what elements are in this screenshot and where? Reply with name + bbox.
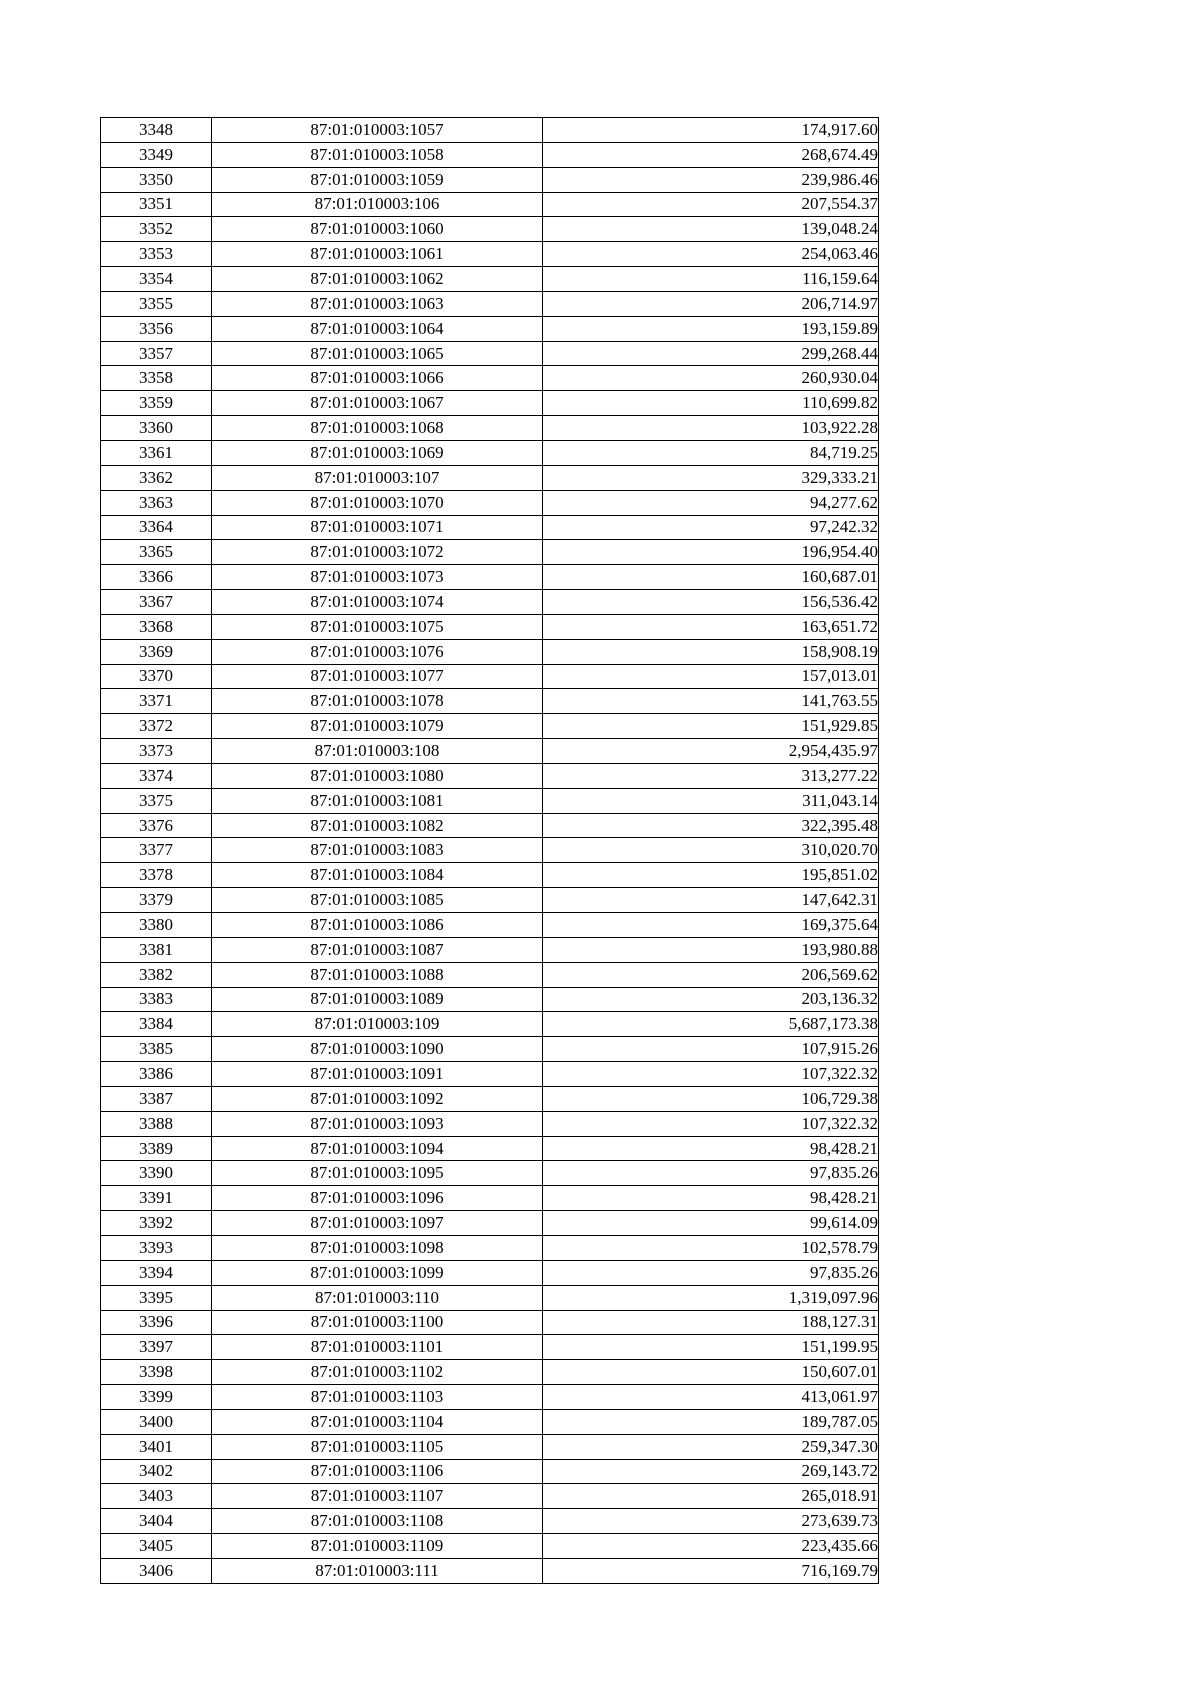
- row-number-cell: 3393: [101, 1235, 212, 1260]
- cadastral-number-cell: 87:01:010003:1067: [212, 391, 543, 416]
- table-row: [101, 739, 879, 764]
- cadastral-value-cell: 102,578.79: [543, 1235, 879, 1260]
- table-row: [101, 1534, 879, 1559]
- table-row: [101, 167, 879, 192]
- table-row: [101, 341, 879, 366]
- cadastral-value-cell: 99,614.09: [543, 1211, 879, 1236]
- table-row: [101, 937, 879, 962]
- table-row: [101, 1186, 879, 1211]
- cadastral-value-cell: 268,674.49: [543, 142, 879, 167]
- cadastral-number-cell: 87:01:010003:1106: [212, 1459, 543, 1484]
- table-row: [101, 1062, 879, 1087]
- cadastral-number-cell: 87:01:010003:1061: [212, 242, 543, 267]
- table-row: [101, 639, 879, 664]
- cadastral-number-cell: 87:01:010003:1066: [212, 366, 543, 391]
- table-row: [101, 813, 879, 838]
- cadastral-number-cell: 87:01:010003:1109: [212, 1534, 543, 1559]
- cadastral-number-cell: 87:01:010003:1063: [212, 291, 543, 316]
- row-number-cell: 3366: [101, 565, 212, 590]
- cadastral-value-cell: 97,242.32: [543, 515, 879, 540]
- cadastral-value-cell: 150,607.01: [543, 1360, 879, 1385]
- cadastral-number-cell: 87:01:010003:1086: [212, 913, 543, 938]
- table-row: [101, 416, 879, 441]
- cadastral-number-cell: 87:01:010003:1060: [212, 217, 543, 242]
- cadastral-number-cell: 87:01:010003:1076: [212, 639, 543, 664]
- cadastral-value-cell: 189,787.05: [543, 1409, 879, 1434]
- cadastral-number-cell: 87:01:010003:1065: [212, 341, 543, 366]
- cadastral-value-cell: 151,199.95: [543, 1335, 879, 1360]
- cadastral-value-cell: 94,277.62: [543, 490, 879, 515]
- cadastral-number-cell: 87:01:010003:111: [212, 1558, 543, 1583]
- row-number-cell: 3350: [101, 167, 212, 192]
- row-number-cell: 3386: [101, 1062, 212, 1087]
- row-number-cell: 3385: [101, 1037, 212, 1062]
- row-number-cell: 3352: [101, 217, 212, 242]
- table-row: [101, 1285, 879, 1310]
- cadastral-value-cell: 273,639.73: [543, 1509, 879, 1534]
- row-number-cell: 3394: [101, 1260, 212, 1285]
- cadastral-number-cell: 87:01:010003:1071: [212, 515, 543, 540]
- cadastral-value-cell: 163,651.72: [543, 614, 879, 639]
- row-number-cell: 3370: [101, 664, 212, 689]
- cadastral-number-cell: 87:01:010003:1072: [212, 540, 543, 565]
- table-row: [101, 689, 879, 714]
- table-row: [101, 1161, 879, 1186]
- cadastral-number-cell: 87:01:010003:1058: [212, 142, 543, 167]
- row-number-cell: 3374: [101, 763, 212, 788]
- table-row: [101, 540, 879, 565]
- cadastral-value-cell: 1,319,097.96: [543, 1285, 879, 1310]
- row-number-cell: 3388: [101, 1111, 212, 1136]
- cadastral-number-cell: 87:01:010003:1093: [212, 1111, 543, 1136]
- cadastral-value-cell: 174,917.60: [543, 118, 879, 143]
- table-row: [101, 267, 879, 292]
- cadastral-value-cell: 147,642.31: [543, 888, 879, 913]
- table-row: [101, 1385, 879, 1410]
- row-number-cell: 3361: [101, 440, 212, 465]
- cadastral-value-cell: 299,268.44: [543, 341, 879, 366]
- cadastral-number-cell: 87:01:010003:1083: [212, 838, 543, 863]
- row-number-cell: 3402: [101, 1459, 212, 1484]
- cadastral-value-cell: 151,929.85: [543, 714, 879, 739]
- row-number-cell: 3349: [101, 142, 212, 167]
- cadastral-number-cell: 87:01:010003:110: [212, 1285, 543, 1310]
- cadastral-value-cell: 322,395.48: [543, 813, 879, 838]
- cadastral-number-cell: 87:01:010003:1084: [212, 863, 543, 888]
- cadastral-number-cell: 87:01:010003:1104: [212, 1409, 543, 1434]
- table-row: [101, 913, 879, 938]
- table-row: [101, 1260, 879, 1285]
- table-row: [101, 838, 879, 863]
- table-row: [101, 366, 879, 391]
- table-row: [101, 1484, 879, 1509]
- row-number-cell: 3373: [101, 739, 212, 764]
- cadastral-value-cell: 313,277.22: [543, 763, 879, 788]
- cadastral-value-cell: 223,435.66: [543, 1534, 879, 1559]
- row-number-cell: 3358: [101, 366, 212, 391]
- cadastral-value-cell: 206,714.97: [543, 291, 879, 316]
- row-number-cell: 3356: [101, 316, 212, 341]
- table-row: [101, 1409, 879, 1434]
- row-number-cell: 3395: [101, 1285, 212, 1310]
- row-number-cell: 3376: [101, 813, 212, 838]
- cadastral-value-cell: 110,699.82: [543, 391, 879, 416]
- table-row: [101, 1335, 879, 1360]
- row-number-cell: 3392: [101, 1211, 212, 1236]
- row-number-cell: 3363: [101, 490, 212, 515]
- cadastral-value-cell: 188,127.31: [543, 1310, 879, 1335]
- table-row: [101, 192, 879, 217]
- cadastral-number-cell: 87:01:010003:1070: [212, 490, 543, 515]
- cadastral-value-cell: 107,915.26: [543, 1037, 879, 1062]
- cadastral-number-cell: 87:01:010003:1068: [212, 416, 543, 441]
- table-row: [101, 142, 879, 167]
- table-row: [101, 242, 879, 267]
- cadastral-value-cell: 206,569.62: [543, 962, 879, 987]
- cadastral-number-cell: 87:01:010003:1073: [212, 565, 543, 590]
- cadastral-number-cell: 87:01:010003:1088: [212, 962, 543, 987]
- table-row: [101, 565, 879, 590]
- row-number-cell: 3401: [101, 1434, 212, 1459]
- table-row: [101, 714, 879, 739]
- row-number-cell: 3357: [101, 341, 212, 366]
- cadastral-value-cell: 107,322.32: [543, 1111, 879, 1136]
- cadastral-number-cell: 87:01:010003:1057: [212, 118, 543, 143]
- cadastral-number-cell: 87:01:010003:1102: [212, 1360, 543, 1385]
- table-row: [101, 614, 879, 639]
- cadastral-number-cell: 87:01:010003:1089: [212, 987, 543, 1012]
- row-number-cell: 3405: [101, 1534, 212, 1559]
- table-row: [101, 1558, 879, 1583]
- cadastral-number-cell: 87:01:010003:109: [212, 1012, 543, 1037]
- row-number-cell: 3365: [101, 540, 212, 565]
- table-row: [101, 515, 879, 540]
- cadastral-value-cell: 716,169.79: [543, 1558, 879, 1583]
- cadastral-value-cell: 106,729.38: [543, 1086, 879, 1111]
- cadastral-number-cell: 87:01:010003:107: [212, 465, 543, 490]
- table-row: [101, 1235, 879, 1260]
- row-number-cell: 3387: [101, 1086, 212, 1111]
- cadastral-number-cell: 87:01:010003:1101: [212, 1335, 543, 1360]
- cadastral-value-cell: 265,018.91: [543, 1484, 879, 1509]
- table-row: [101, 962, 879, 987]
- cadastral-number-cell: 87:01:010003:1064: [212, 316, 543, 341]
- cadastral-number-cell: 87:01:010003:1090: [212, 1037, 543, 1062]
- row-number-cell: 3406: [101, 1558, 212, 1583]
- table-row: [101, 1459, 879, 1484]
- table-row: [101, 217, 879, 242]
- row-number-cell: 3348: [101, 118, 212, 143]
- cadastral-value-cell: 193,980.88: [543, 937, 879, 962]
- row-number-cell: 3353: [101, 242, 212, 267]
- table-row: [101, 590, 879, 615]
- row-number-cell: 3351: [101, 192, 212, 217]
- row-number-cell: 3397: [101, 1335, 212, 1360]
- row-number-cell: 3399: [101, 1385, 212, 1410]
- cadastral-value-cell: 103,922.28: [543, 416, 879, 441]
- cadastral-value-cell: 97,835.26: [543, 1161, 879, 1186]
- cadastral-number-cell: 87:01:010003:108: [212, 739, 543, 764]
- row-number-cell: 3391: [101, 1186, 212, 1211]
- row-number-cell: 3355: [101, 291, 212, 316]
- cadastral-value-cell: 310,020.70: [543, 838, 879, 863]
- cadastral-number-cell: 87:01:010003:1105: [212, 1434, 543, 1459]
- cadastral-number-cell: 87:01:010003:1075: [212, 614, 543, 639]
- cadastral-number-cell: 87:01:010003:1108: [212, 1509, 543, 1534]
- table-row: [101, 291, 879, 316]
- table-row: [101, 664, 879, 689]
- cadastral-number-cell: 87:01:010003:1098: [212, 1235, 543, 1260]
- cadastral-number-cell: 87:01:010003:1069: [212, 440, 543, 465]
- row-number-cell: 3372: [101, 714, 212, 739]
- table-row: [101, 1012, 879, 1037]
- table-row: [101, 1111, 879, 1136]
- cadastral-value-cell: 84,719.25: [543, 440, 879, 465]
- cadastral-number-cell: 87:01:010003:1079: [212, 714, 543, 739]
- table-body: [101, 118, 879, 1584]
- cadastral-number-cell: 87:01:010003:1087: [212, 937, 543, 962]
- cadastral-value-table: [100, 117, 879, 1584]
- cadastral-value-cell: 139,048.24: [543, 217, 879, 242]
- table-row: [101, 465, 879, 490]
- row-number-cell: 3369: [101, 639, 212, 664]
- row-number-cell: 3382: [101, 962, 212, 987]
- cadastral-value-cell: 254,063.46: [543, 242, 879, 267]
- cadastral-number-cell: 87:01:010003:1062: [212, 267, 543, 292]
- cadastral-value-cell: 97,835.26: [543, 1260, 879, 1285]
- cadastral-number-cell: 87:01:010003:1094: [212, 1136, 543, 1161]
- cadastral-value-cell: 193,159.89: [543, 316, 879, 341]
- cadastral-value-cell: 311,043.14: [543, 788, 879, 813]
- row-number-cell: 3384: [101, 1012, 212, 1037]
- cadastral-number-cell: 87:01:010003:1100: [212, 1310, 543, 1335]
- cadastral-value-cell: 5,687,173.38: [543, 1012, 879, 1037]
- cadastral-value-cell: 260,930.04: [543, 366, 879, 391]
- row-number-cell: 3389: [101, 1136, 212, 1161]
- cadastral-number-cell: 87:01:010003:1080: [212, 763, 543, 788]
- cadastral-number-cell: 87:01:010003:1085: [212, 888, 543, 913]
- row-number-cell: 3400: [101, 1409, 212, 1434]
- row-number-cell: 3367: [101, 590, 212, 615]
- row-number-cell: 3396: [101, 1310, 212, 1335]
- table-row: [101, 888, 879, 913]
- table-row: [101, 788, 879, 813]
- row-number-cell: 3404: [101, 1509, 212, 1534]
- cadastral-value-cell: 107,322.32: [543, 1062, 879, 1087]
- row-number-cell: 3354: [101, 267, 212, 292]
- row-number-cell: 3403: [101, 1484, 212, 1509]
- table-row: [101, 316, 879, 341]
- table-row: [101, 863, 879, 888]
- row-number-cell: 3360: [101, 416, 212, 441]
- cadastral-number-cell: 87:01:010003:1097: [212, 1211, 543, 1236]
- cadastral-value-cell: 157,013.01: [543, 664, 879, 689]
- cadastral-number-cell: 87:01:010003:106: [212, 192, 543, 217]
- cadastral-number-cell: 87:01:010003:1081: [212, 788, 543, 813]
- cadastral-number-cell: 87:01:010003:1096: [212, 1186, 543, 1211]
- cadastral-number-cell: 87:01:010003:1074: [212, 590, 543, 615]
- row-number-cell: 3377: [101, 838, 212, 863]
- cadastral-value-cell: 196,954.40: [543, 540, 879, 565]
- row-number-cell: 3371: [101, 689, 212, 714]
- table-row: [101, 1434, 879, 1459]
- row-number-cell: 3368: [101, 614, 212, 639]
- row-number-cell: 3375: [101, 788, 212, 813]
- cadastral-number-cell: 87:01:010003:1091: [212, 1062, 543, 1087]
- row-number-cell: 3380: [101, 913, 212, 938]
- cadastral-value-cell: 2,954,435.97: [543, 739, 879, 764]
- cadastral-value-cell: 195,851.02: [543, 863, 879, 888]
- cadastral-number-cell: 87:01:010003:1103: [212, 1385, 543, 1410]
- cadastral-value-cell: 259,347.30: [543, 1434, 879, 1459]
- table-row: [101, 490, 879, 515]
- table-row: [101, 118, 879, 143]
- cadastral-value-cell: 160,687.01: [543, 565, 879, 590]
- cadastral-number-cell: 87:01:010003:1092: [212, 1086, 543, 1111]
- table-row: [101, 1086, 879, 1111]
- cadastral-value-cell: 203,136.32: [543, 987, 879, 1012]
- row-number-cell: 3383: [101, 987, 212, 1012]
- row-number-cell: 3362: [101, 465, 212, 490]
- row-number-cell: 3390: [101, 1161, 212, 1186]
- cadastral-value-cell: 239,986.46: [543, 167, 879, 192]
- cadastral-number-cell: 87:01:010003:1099: [212, 1260, 543, 1285]
- cadastral-value-cell: 269,143.72: [543, 1459, 879, 1484]
- row-number-cell: 3398: [101, 1360, 212, 1385]
- row-number-cell: 3359: [101, 391, 212, 416]
- cadastral-number-cell: 87:01:010003:1059: [212, 167, 543, 192]
- cadastral-number-cell: 87:01:010003:1077: [212, 664, 543, 689]
- cadastral-value-cell: 413,061.97: [543, 1385, 879, 1410]
- cadastral-number-cell: 87:01:010003:1095: [212, 1161, 543, 1186]
- cadastral-value-cell: 98,428.21: [543, 1136, 879, 1161]
- table-row: [101, 391, 879, 416]
- row-number-cell: 3364: [101, 515, 212, 540]
- cadastral-value-cell: 156,536.42: [543, 590, 879, 615]
- row-number-cell: 3378: [101, 863, 212, 888]
- cadastral-value-cell: 207,554.37: [543, 192, 879, 217]
- row-number-cell: 3381: [101, 937, 212, 962]
- cadastral-value-cell: 98,428.21: [543, 1186, 879, 1211]
- table-row: [101, 440, 879, 465]
- table-row: [101, 1211, 879, 1236]
- cadastral-number-cell: 87:01:010003:1078: [212, 689, 543, 714]
- table-row: [101, 1037, 879, 1062]
- cadastral-number-cell: 87:01:010003:1082: [212, 813, 543, 838]
- table-row: [101, 987, 879, 1012]
- table-row: [101, 1360, 879, 1385]
- cadastral-value-cell: 329,333.21: [543, 465, 879, 490]
- cadastral-value-cell: 169,375.64: [543, 913, 879, 938]
- table-row: [101, 1509, 879, 1534]
- cadastral-number-cell: 87:01:010003:1107: [212, 1484, 543, 1509]
- table-row: [101, 763, 879, 788]
- cadastral-value-cell: 116,159.64: [543, 267, 879, 292]
- table-row: [101, 1136, 879, 1161]
- table-row: [101, 1310, 879, 1335]
- row-number-cell: 3379: [101, 888, 212, 913]
- cadastral-value-cell: 158,908.19: [543, 639, 879, 664]
- cadastral-value-cell: 141,763.55: [543, 689, 879, 714]
